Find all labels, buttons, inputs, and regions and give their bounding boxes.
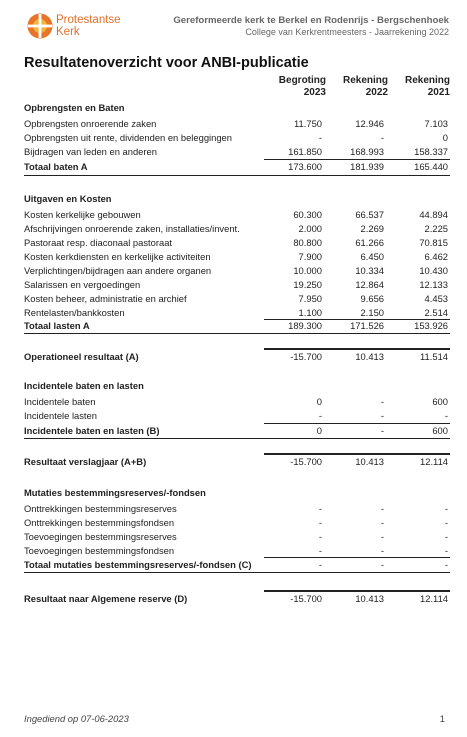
table-row <box>24 118 450 131</box>
value-rekening-2021: 600 <box>432 396 448 407</box>
row-label: Incidentele baten en lasten (B) <box>24 425 160 436</box>
value-rekening-2021: 10.430 <box>419 265 448 276</box>
total-row <box>24 425 450 438</box>
column-header-line2: 2023 <box>303 87 326 98</box>
value-rekening-2022: 181.939 <box>350 161 384 172</box>
value-begroting-2023: 11.750 <box>294 118 322 129</box>
value-begroting-2023: - <box>318 410 322 421</box>
table-row <box>24 251 450 264</box>
value-begroting-2023: - <box>318 531 322 542</box>
section-heading-opbrengsten <box>24 102 450 115</box>
value-rekening-2021: 11.514 <box>420 351 448 362</box>
logo-line1: Protestantse <box>56 14 121 26</box>
row-label: Opbrengsten uit rente, dividenden en beleggingen <box>24 132 232 143</box>
row-label: Resultaat naar Algemene reserve (D) <box>24 593 188 604</box>
value-rekening-2021: 0 <box>442 132 448 143</box>
row-label: Kosten kerkdiensten en kerkelijke activiteiten <box>24 251 211 262</box>
row-label: Uitgaven en Kosten <box>24 193 112 204</box>
value-rekening-2021: 4.453 <box>424 293 448 304</box>
table-row <box>24 531 450 544</box>
value-rekening-2021: 44.894 <box>419 209 448 220</box>
value-rekening-2021: 12.114 <box>420 456 448 467</box>
row-label: Verplichtingen/bijdragen aan andere organen <box>24 265 212 276</box>
total-row <box>24 320 450 333</box>
value-rekening-2021: 12.133 <box>419 279 448 290</box>
value-rekening-2021: 2.225 <box>424 223 448 234</box>
value-rekening-2022: 66.537 <box>355 209 384 220</box>
value-rekening-2021: 12.114 <box>420 593 448 604</box>
value-rekening-2022: 9.656 <box>360 293 384 304</box>
value-rekening-2022: 171.526 <box>350 320 384 331</box>
value-rekening-2022: 61.266 <box>355 237 384 248</box>
value-rekening-2022: - <box>380 517 384 528</box>
row-label: Kosten kerkelijke gebouwen <box>24 209 141 220</box>
value-rekening-2021: 70.815 <box>419 237 448 248</box>
result-rule <box>264 348 450 350</box>
organisation-subtitle: College van Kerkrentmeesters - Jaarrekening 2022 <box>245 27 449 37</box>
row-label: Pastoraat resp. diaconaal pastoraat <box>24 237 173 248</box>
value-begroting-2023: 173.600 <box>288 161 322 172</box>
value-begroting-2023: - <box>318 545 322 556</box>
table-row <box>24 223 450 236</box>
row-label: Resultaat verslagjaar (A+B) <box>24 456 147 467</box>
section-rule <box>24 572 450 573</box>
value-rekening-2022: 6.450 <box>360 251 384 262</box>
value-begroting-2023: - <box>318 559 322 570</box>
table-row <box>24 396 450 409</box>
table-row <box>24 132 450 145</box>
value-rekening-2022: - <box>380 132 384 143</box>
column-header-line1: Rekening <box>342 75 388 86</box>
value-begroting-2023: 0 <box>316 425 322 436</box>
column-header-rekening-2022 <box>334 75 388 99</box>
total-row <box>24 559 450 572</box>
row-label: Kosten beheer, administratie en archief <box>24 293 187 304</box>
result-row-verslagjaar <box>24 456 450 469</box>
subtotal-rule <box>264 159 450 160</box>
value-rekening-2021: - <box>444 559 448 570</box>
logo-text <box>56 14 121 38</box>
value-rekening-2021: 7.103 <box>424 118 448 129</box>
value-rekening-2021: 153.926 <box>414 320 448 331</box>
value-begroting-2023: 7.950 <box>298 293 322 304</box>
result-rule <box>264 590 450 592</box>
page-title: Resultatenoverzicht voor ANBI-publicatie <box>24 55 309 71</box>
row-label: Salarissen en vergoedingen <box>24 279 141 290</box>
value-rekening-2022: 10.413 <box>355 351 384 362</box>
value-rekening-2022: 10.413 <box>355 593 384 604</box>
value-begroting-2023: -15.700 <box>290 593 322 604</box>
value-rekening-2022: 12.864 <box>355 279 384 290</box>
row-label: Toevoegingen bestemmingsfondsen <box>24 545 175 556</box>
row-label: Toevoegingen bestemmingsreserves <box>24 531 177 542</box>
value-begroting-2023: -15.700 <box>290 351 322 362</box>
value-begroting-2023: 10.000 <box>293 265 322 276</box>
protestantse-kerk-logo-icon <box>27 13 53 39</box>
table-row <box>24 517 450 530</box>
value-rekening-2021: - <box>444 517 448 528</box>
page-header <box>0 0 467 44</box>
row-label: Onttrekkingen bestemmingsreserves <box>24 503 177 514</box>
table-row <box>24 237 450 250</box>
value-rekening-2022: - <box>380 425 384 436</box>
value-rekening-2022: - <box>380 410 384 421</box>
result-row-operationeel <box>24 351 450 364</box>
row-label: Totaal mutaties bestemmingsreserves/-fondsen (C) <box>24 559 252 570</box>
value-begroting-2023: 80.800 <box>293 237 322 248</box>
value-begroting-2023: - <box>318 517 322 528</box>
row-label: Rentelasten/bankkosten <box>24 307 125 318</box>
result-rule <box>264 453 450 455</box>
column-header-line1: Begroting <box>278 75 326 86</box>
value-rekening-2022: - <box>380 503 384 514</box>
row-label: Incidentele lasten <box>24 410 97 421</box>
value-begroting-2023: 1.100 <box>298 307 322 318</box>
result-row-algemene-reserve <box>24 593 450 606</box>
value-rekening-2022: - <box>380 559 384 570</box>
row-label: Bijdragen van leden en anderen <box>24 146 157 157</box>
subtotal-rule <box>264 423 450 424</box>
value-rekening-2021: 2.514 <box>424 307 448 318</box>
value-rekening-2021: 165.440 <box>414 161 448 172</box>
row-label: Operationeel resultaat (A) <box>24 351 139 362</box>
value-begroting-2023: 2.000 <box>298 223 322 234</box>
value-rekening-2021: - <box>444 503 448 514</box>
table-row <box>24 279 450 292</box>
page-number: 1 <box>439 713 445 724</box>
value-rekening-2022: 2.150 <box>360 307 384 318</box>
section-heading-uitgaven <box>24 193 450 206</box>
value-rekening-2022: - <box>380 396 384 407</box>
column-header-line2: 2022 <box>365 87 388 98</box>
row-label: Afschrijvingen onroerende zaken, installaties/invent. <box>24 223 240 234</box>
row-label: Totaal lasten A <box>24 320 90 331</box>
value-rekening-2022: 168.993 <box>350 146 384 157</box>
table-row <box>24 503 450 516</box>
column-header-rekening-2021 <box>396 75 450 99</box>
row-label: Mutaties bestemmingsreserves/-fondsen <box>24 487 206 498</box>
submitted-date: Ingediend op 07-06-2023 <box>24 713 129 724</box>
value-begroting-2023: 19.250 <box>293 279 322 290</box>
table-row <box>24 293 450 306</box>
value-rekening-2021: - <box>444 545 448 556</box>
row-label: Opbrengsten onroerende zaken <box>24 118 157 129</box>
section-rule <box>24 333 450 334</box>
value-begroting-2023: 0 <box>316 396 322 407</box>
value-rekening-2022: 10.334 <box>355 265 384 276</box>
row-label: Onttrekkingen bestemmingsfondsen <box>24 517 175 528</box>
value-begroting-2023: - <box>318 503 322 514</box>
section-rule <box>24 438 450 439</box>
value-rekening-2021: 158.337 <box>414 146 448 157</box>
value-rekening-2021: 600 <box>432 425 448 436</box>
table-row <box>24 265 450 278</box>
value-begroting-2023: 161.850 <box>288 146 322 157</box>
total-row <box>24 161 450 174</box>
value-rekening-2022: - <box>380 545 384 556</box>
value-rekening-2021: - <box>444 410 448 421</box>
column-header-line2: 2021 <box>427 87 450 98</box>
value-rekening-2022: 2.269 <box>360 223 384 234</box>
logo-line2: Kerk <box>56 26 80 38</box>
value-begroting-2023: -15.700 <box>290 456 322 467</box>
value-begroting-2023: - <box>318 132 322 143</box>
column-header-begroting-2023 <box>272 75 326 99</box>
row-label: Opbrengsten en Baten <box>24 102 125 113</box>
subtotal-rule <box>264 557 450 558</box>
section-rule <box>24 175 450 176</box>
table-row <box>24 146 450 159</box>
value-rekening-2022: 12.946 <box>355 118 384 129</box>
value-rekening-2022: 10.413 <box>355 456 384 467</box>
value-rekening-2021: 6.462 <box>424 251 448 262</box>
column-header-line1: Rekening <box>404 75 450 86</box>
row-label: Incidentele baten en lasten <box>24 380 144 391</box>
row-label: Incidentele baten <box>24 396 96 407</box>
value-rekening-2022: - <box>380 531 384 542</box>
row-label: Totaal baten A <box>24 161 88 172</box>
value-begroting-2023: 7.900 <box>298 251 322 262</box>
section-heading-mutaties <box>24 487 450 500</box>
section-heading-incidenteel <box>24 380 450 393</box>
value-begroting-2023: 60.300 <box>293 209 322 220</box>
value-rekening-2021: - <box>444 531 448 542</box>
value-begroting-2023: 189.300 <box>288 320 322 331</box>
table-row <box>24 209 450 222</box>
organisation-title: Gereformeerde kerk te Berkel en Rodenrijs - Bergschenhoek <box>173 15 449 26</box>
table-row <box>24 410 450 423</box>
